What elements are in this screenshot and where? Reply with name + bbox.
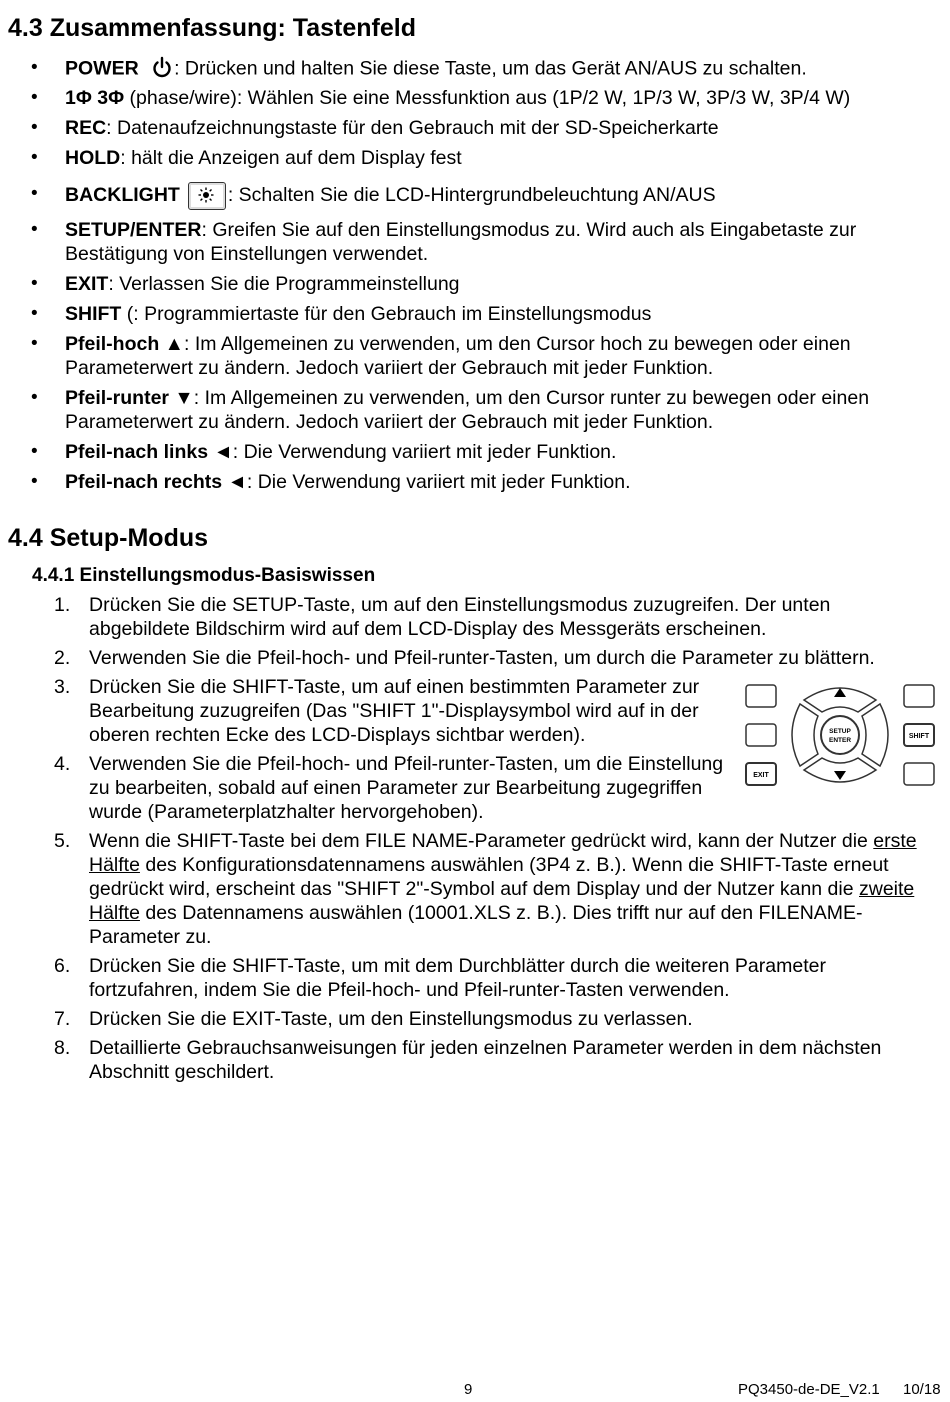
step-number: 2.: [54, 647, 71, 669]
item-text: : Verlassen Sie die Programmeinstellung: [108, 273, 460, 295]
step-item: [0, 593, 950, 641]
key-name: 1Φ 3Φ: [65, 87, 125, 109]
list-item-phase: [0, 86, 950, 116]
key-name: POWER: [65, 57, 139, 80]
list-item-backlight: [0, 176, 950, 218]
key-name: Pfeil-runter ▼: [65, 387, 194, 409]
keypad-dpad-left: [792, 704, 818, 766]
step-text: Verwenden Sie die Pfeil-hoch- und Pfeil-runter-Tasten, um durch die Parameter zu blättern.: [89, 647, 875, 669]
backlight-icon: [188, 182, 226, 210]
item-text: : Im Allgemeinen zu verwenden, um den Cursor hoch zu bewegen oder einen Parameterwert zu ändern. Jedoch variiert der Gebrauch mit jeder Funktion.: [65, 333, 851, 379]
setup-steps-list: [0, 593, 950, 1089]
item-text: : Schalten Sie die LCD-Hintergrundbeleuchtung AN/AUS: [227, 184, 716, 207]
item-text: (: Programmiertaste für den Gebrauch im Einstellungsmodus: [121, 303, 652, 325]
step-item: [0, 1007, 950, 1031]
step-text: Drücken Sie die EXIT-Taste, um den Einstellungsmodus zu verlassen.: [89, 1008, 693, 1030]
list-item-rec: [0, 116, 950, 146]
list-item-arrow-down: [0, 386, 950, 440]
step-number: 8.: [54, 1037, 71, 1059]
step-number: 5.: [54, 830, 71, 852]
page-number: 9: [464, 1381, 473, 1398]
page-of-total: 10/18: [903, 1381, 941, 1398]
subsection-title-4-4-1: 4.4.1 Einstellungsmodus-Basiswissen: [32, 565, 376, 586]
list-item-power: [0, 56, 950, 86]
key-name: HOLD: [65, 147, 121, 169]
list-item-arrow-left: [0, 440, 950, 470]
key-name: REC: [65, 117, 107, 139]
list-item-setup-enter: [0, 218, 950, 272]
document-id: PQ3450-de-DE_V2.1: [738, 1381, 880, 1398]
list-item-shift: [0, 302, 950, 332]
step-text-c: des Datennamens auswählen (10001.XLS z. B.). Dies trifft nur auf den FILENAME-Parameter zu.: [89, 902, 863, 948]
item-text: : Die Verwendung variiert mit jeder Funktion.: [232, 441, 617, 463]
power-icon: [144, 56, 174, 83]
key-name: BACKLIGHT: [65, 184, 180, 207]
list-item-arrow-right: [0, 470, 950, 500]
key-name: Pfeil-hoch ▲: [65, 333, 184, 355]
step-item: [0, 954, 950, 1002]
section-title-4-3: 4.3 Zusammenfassung: Tastenfeld: [8, 14, 416, 42]
keypad-diagram: [740, 680, 940, 790]
step-number: 1.: [54, 594, 71, 616]
key-name: SETUP/ENTER: [65, 219, 202, 241]
step-text: Drücken Sie die SHIFT-Taste, um mit dem Durchblätter durch die weiteren Parameter fortzufahren, indem Sie die Pfeil-hoch- und Pfeil-runter-Tasten verwenden.: [89, 955, 826, 1001]
keypad-setup-label: SETUP: [829, 728, 851, 735]
keypad-key-bottom-right: [904, 763, 934, 785]
keypad-key-mid-left: [746, 724, 776, 746]
key-name: SHIFT: [65, 303, 122, 325]
keypad-enter-label: ENTER: [828, 737, 852, 744]
section-title-4-4: 4.4 Setup-Modus: [8, 524, 209, 552]
underlined-term: erste Hälfte: [89, 830, 917, 876]
keypad-key-top-right: [904, 685, 934, 707]
step-text: Detaillierte Gebrauchsanweisungen für jeden einzelnen Parameter werden in dem nächsten Abschnitt geschildert.: [89, 1037, 882, 1083]
item-text: : hält die Anzeigen auf dem Display fest: [120, 147, 462, 169]
key-name: EXIT: [65, 273, 109, 295]
list-item-exit: [0, 272, 950, 302]
keypad-summary-list: [0, 56, 950, 500]
step-text-a: Wenn die SHIFT-Taste bei dem FILE NAME-Parameter gedrückt wird, kann der Nutzer die: [89, 830, 874, 852]
step-number: 3.: [54, 676, 71, 698]
step-item: [0, 829, 950, 949]
step-text: Verwenden Sie die Pfeil-hoch- und Pfeil-runter-Tasten, um die Einstellung zu bearbeiten, sobald auf einen Parameter zur Bearbeitung zugegriffen wurde (Parameterplatzhalter hervorgehoben).: [89, 753, 724, 823]
keypad-exit-label: EXIT: [753, 772, 769, 779]
step-number: 4.: [54, 753, 71, 775]
key-name: Pfeil-nach links ◄: [65, 441, 233, 463]
item-text: : Die Verwendung variiert mit jeder Funktion.: [246, 471, 631, 493]
step-number: 7.: [54, 1008, 71, 1030]
item-text: (phase/wire): Wählen Sie eine Messfunktion aus (1P/2 W, 1P/3 W, 3P/3 W, 3P/4 W): [124, 87, 851, 109]
step-number: 6.: [54, 955, 71, 977]
list-item-hold: [0, 146, 950, 176]
step-text: Drücken Sie die SHIFT-Taste, um auf einen bestimmten Parameter zur Bearbeitung zuzugreifen (Das "SHIFT 1"-Displaysymbol wird auf in der oberen rechten Ecke des LCD-Displays sichtbar werden).: [89, 676, 700, 746]
step-text: Drücken Sie die SETUP-Taste, um auf den Einstellungsmodus zuzugreifen. Der unten abgebildete Bildschirm wird auf dem LCD-Display des Messgeräts erscheinen.: [89, 594, 831, 640]
step-item: [0, 646, 950, 670]
item-text: : Drücken und halten Sie diese Taste, um das Gerät AN/AUS zu schalten.: [174, 57, 807, 80]
keypad-key-top-left: [746, 685, 776, 707]
key-name: Pfeil-nach rechts ◄: [65, 471, 247, 493]
step-text-b: des Konfigurationsdatennamens auswählen (3P4 z. B.). Wenn die SHIFT-Taste erneut gedrückt wird, erscheint das "SHIFT 2"-Symbol auf dem Display und der Nutzer kann die: [89, 854, 889, 900]
keypad-setup-enter-key: [821, 716, 859, 754]
item-text: : Im Allgemeinen zu verwenden, um den Cursor runter zu bewegen oder einen Parameterwert zu ändern. Jedoch variiert der Gebrauch mit jeder Funktion.: [65, 387, 870, 433]
keypad-shift-label: SHIFT: [908, 733, 930, 740]
step-item: [0, 1036, 950, 1084]
item-text: : Datenaufzeichnungstaste für den Gebrauch mit der SD-Speicherkarte: [106, 117, 719, 139]
list-item-arrow-up: [0, 332, 950, 386]
item-text: : Greifen Sie auf den Einstellungsmodus zu. Wird auch als Eingabetaste zur Bestätigung von Einstellungen verwendet.: [65, 219, 857, 265]
keypad-dpad-right: [862, 704, 888, 766]
underlined-term: zweite Hälfte: [89, 878, 915, 924]
